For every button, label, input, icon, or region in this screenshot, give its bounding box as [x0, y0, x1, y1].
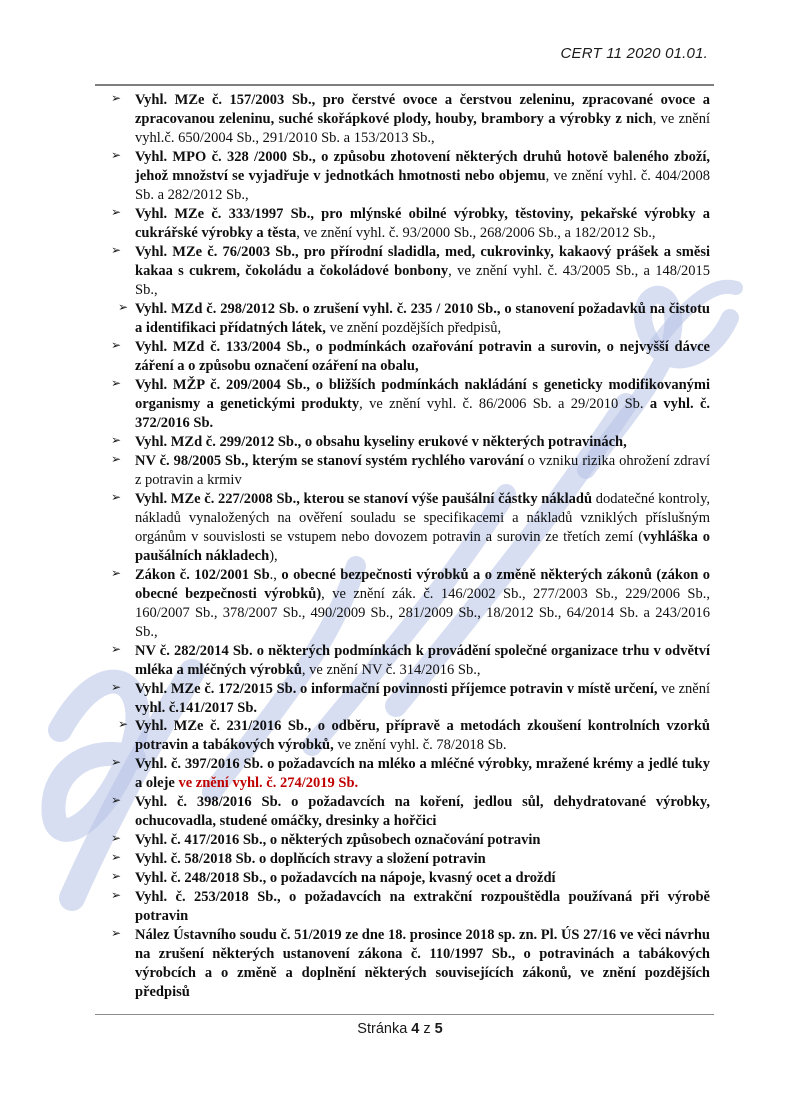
list-item-text: NV č. 98/2005 Sb., kterým se stanoví systém rychlého varování o vzniku rizika ohrožení zdraví z potravin a krmiv	[135, 452, 710, 488]
list-item	[111, 337, 710, 376]
list-item-text: Vyhl. MŽP č. 209/2004 Sb., o bližších podmínkách nakládání s geneticky modifikovanými organismy a genetickými produkty, ve znění vyhl. č. 86/2006 Sb. a 29/2010 Sb. a vyhl. č. 372/2016 Sb.	[135, 376, 711, 431]
list-item-text: Vyhl. č. 253/2018 Sb., o požadavcích na extrakční rozpouštědla používaná při výrobě potravin	[135, 889, 710, 925]
arrow-bullet-icon: ➢	[111, 242, 122, 257]
arrow-bullet-icon: ➢	[111, 451, 122, 466]
footer-total-pages: 5	[434, 1021, 443, 1037]
list-item	[111, 755, 710, 793]
arrow-bullet-icon: ➢	[111, 888, 122, 903]
list-item	[111, 679, 710, 718]
list-item	[111, 850, 710, 869]
list-item	[111, 641, 710, 680]
arrow-bullet-icon: ➢	[118, 299, 129, 314]
arrow-bullet-icon: ➢	[111, 565, 122, 580]
arrow-bullet-icon: ➢	[111, 831, 122, 846]
list-item	[111, 242, 711, 300]
list-item-text: Vyhl. MZe č. 231/2016 Sb., o odběru, přípravě a metodách zkoušení kontrolních vzorků potravin a tabákových výrobků, ve znění vyhl. č. 78/2018 Sb.	[135, 718, 710, 754]
regulation-list	[111, 91, 711, 1002]
list-item-text: Vyhl. č. 58/2018 Sb. o doplňcích stravy a složení potravin	[135, 851, 486, 868]
list-item-text: Vyhl. MZe č. 172/2015 Sb. o informační povinnosti příjemce potravin v místě určení, ve znění vyhl. č.141/2017 Sb.	[135, 680, 710, 716]
document-header-title: CERT 11 2020 01.01.	[560, 45, 708, 62]
arrow-bullet-icon: ➢	[111, 337, 122, 352]
arrow-bullet-icon: ➢	[111, 793, 122, 808]
list-item-text: Vyhl. MZd č. 133/2004 Sb., o podmínkách ozařování potravin a surovin, o nejvyšší dávce záření a o způsobu označení ozáření na obalu,	[135, 338, 710, 374]
arrow-bullet-icon: ➢	[111, 432, 122, 447]
arrow-bullet-icon: ➢	[111, 91, 122, 105]
list-item-text: Vyhl. MZe č. 157/2003 Sb., pro čerstvé ovoce a čerstvou zeleninu, zpracované ovoce a zpracovanou zeleninu, suché skořápkové plody, houby, brambory a výrobky z nich, ve znění vyhl.č. 650/2004 Sb., 291/2010 Sb. a 153/2013 Sb.,	[135, 92, 710, 146]
footer-page-word: Stránka	[357, 1021, 408, 1037]
arrow-bullet-icon: ➢	[118, 717, 129, 732]
arrow-bullet-icon: ➢	[111, 375, 122, 390]
list-item	[111, 869, 710, 888]
list-item-text: Vyhl. č. 398/2016 Sb. o požadavcích na koření, jedlou sůl, dehydratované výrobky, ochucovadla, studené omáčky, dresinky a hořčici	[135, 794, 710, 830]
footer-current-page: 4	[411, 1021, 420, 1037]
list-item-text: Vyhl. č. 248/2018 Sb., o požadavcích na nápoje, kvasný ocet a droždí	[135, 870, 556, 887]
list-item-text: Vyhl. MZe č. 227/2008 Sb., kterou se stanoví výše paušální částky nákladů dodatečné kontroly, nákladů vynaložených na ověření souladu se specifikacemi a nákladů vzniklých příslušným orgánům v souvislosti se vstupem nebo dovozem potravin a surovin ze třetích zemí (vyhláška o paušálních nákladech),	[135, 490, 710, 564]
list-item	[111, 565, 710, 642]
list-item	[111, 451, 710, 490]
list-item-text: Vyhl. č. 397/2016 Sb. o požadavcích na mléko a mléčné výrobky, mražené krémy a jedlé tuky a oleje ve znění vyhl. č. 274/2019 Sb.	[135, 756, 710, 792]
footer-of-word: z	[423, 1021, 431, 1037]
list-item	[111, 204, 710, 243]
list-item	[118, 299, 710, 338]
list-item-text: Vyhl. č. 417/2016 Sb., o některých způsobech označování potravin	[135, 832, 541, 849]
list-item-text: NV č. 282/2014 Sb. o některých podmínkách k provádění společné organizace trhu v odvětví mléka a mléčných výrobků, ve znění NV č. 314/2016 Sb.,	[135, 642, 710, 678]
arrow-bullet-icon: ➢	[111, 489, 122, 504]
list-item-text: Nález Ústavního soudu č. 51/2019 ze dne 18. prosince 2018 sp. zn. Pl. ÚS 27/16 ve věci návrhu na zrušení některých ustanovení zákona č. 110/1997 Sb., o potravinách a tabákových výrobcích a o změně a doplnění některých souvisejících zákonů, ve znění pozdějších předpisů	[135, 927, 710, 1001]
arrow-bullet-icon: ➢	[111, 204, 122, 219]
arrow-bullet-icon: ➢	[111, 755, 122, 770]
arrow-bullet-icon: ➢	[111, 850, 122, 865]
list-item	[118, 717, 710, 755]
footer-divider-line	[95, 1014, 714, 1015]
arrow-bullet-icon: ➢	[111, 679, 122, 694]
arrow-bullet-icon: ➢	[111, 869, 122, 884]
list-item	[111, 489, 710, 566]
list-item-text: Zákon č. 102/2001 Sb., o obecné bezpečnosti výrobků a o změně některých zákonů (zákon o obecné bezpečnosti výrobků), ve znění zák. č. 146/2002 Sb., 277/2003 Sb., 229/2006 Sb., 160/2007 Sb., 378/2007 Sb., 490/2009 Sb., 281/2009 Sb., 18/2012 Sb., 64/2014 Sb. a 243/2016 Sb.,	[135, 566, 710, 640]
arrow-bullet-icon: ➢	[111, 926, 122, 941]
arrow-bullet-icon: ➢	[111, 641, 122, 656]
list-item	[111, 432, 710, 452]
list-item	[111, 831, 710, 850]
list-item-text: Vyhl. MZe č. 76/2003 Sb., pro přírodní sladidla, med, cukrovinky, kakaový prášek a směsi kakaa s cukrem, čokoládu a čokoládové bonbony, ve znění vyhl. č. 43/2005 Sb., a 148/2015 Sb.,	[135, 243, 711, 298]
list-item	[111, 147, 710, 205]
list-item	[111, 91, 710, 148]
page-footer	[0, 1021, 800, 1037]
list-item-text: Vyhl. MZd č. 299/2012 Sb., o obsahu kyseliny erukové v některých potravinách,	[135, 433, 627, 450]
header-divider-line	[95, 84, 714, 86]
list-item	[111, 888, 710, 926]
list-item	[111, 793, 710, 831]
list-item-text: Vyhl. MZd č. 298/2012 Sb. o zrušení vyhl. č. 235 / 2010 Sb., o stanovení požadavků na čistotu a identifikaci přídatných látek, ve znění pozdějších předpisů,	[135, 300, 710, 336]
list-item	[111, 926, 710, 1002]
list-item-text: Vyhl. MZe č. 333/1997 Sb., pro mlýnské obilné výrobky, těstoviny, pekařské výrobky a cukrářské výrobky a těsta, ve znění vyhl. č. 93/2000 Sb., 268/2006 Sb., a 182/2012 Sb.,	[135, 205, 710, 241]
arrow-bullet-icon: ➢	[111, 147, 122, 162]
list-item-text: Vyhl. MPO č. 328 /2000 Sb., o způsobu zhotovení některých druhů hotově baleného zboží, jehož množství se vyjadřuje v jednotkách hmotnosti nebo objemu, ve znění vyhl. č. 404/2008 Sb. a 282/2012 Sb.,	[135, 148, 710, 203]
list-item	[111, 375, 711, 433]
